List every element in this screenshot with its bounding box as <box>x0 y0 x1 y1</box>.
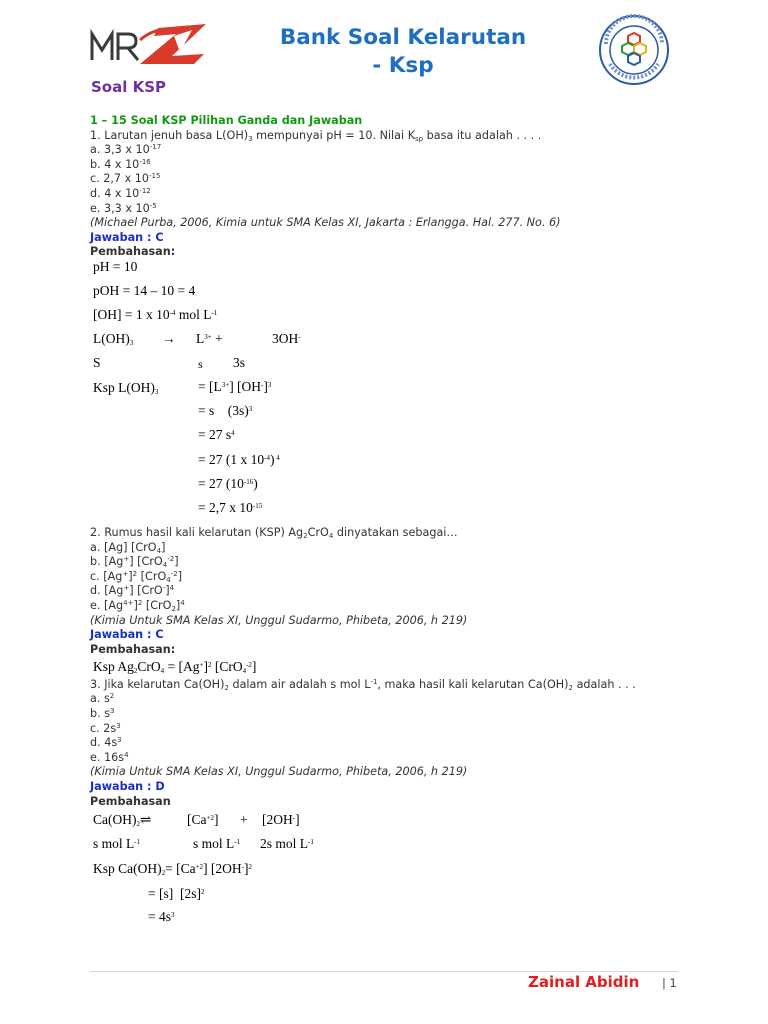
option-text: [CrO <box>137 569 167 583</box>
ksp-step-3 <box>198 428 235 443</box>
option-text: c. [Ag <box>90 569 123 583</box>
option-exponent: -12 <box>139 186 151 195</box>
q2-text: dinyatakan sebagai… <box>333 525 458 539</box>
equation-cation <box>196 332 223 347</box>
equation-lhs <box>93 332 133 347</box>
q3-cation <box>187 813 218 828</box>
q2-text: 2. Rumus hasil kali kelarutan (KSP) Ag <box>90 525 304 539</box>
option-sup: + <box>122 569 129 578</box>
math-sup: - <box>292 814 296 823</box>
option-sup: + <box>123 555 130 564</box>
math-sup: + <box>199 661 204 670</box>
math-sup: 4 <box>231 428 235 437</box>
math-sup: 4 <box>274 453 280 462</box>
math-text: = [L <box>198 378 222 394</box>
q2-option-e <box>90 599 710 614</box>
option-text: ] <box>128 569 133 583</box>
q3-solubility-2 <box>193 837 240 852</box>
ksp-step-5 <box>198 477 258 492</box>
math-text: 3OH <box>272 330 299 346</box>
subheading: 1 – 15 Soal KSP Pilihan Ganda dan Jawaban <box>90 114 363 127</box>
option-exponent: 3 <box>117 736 122 745</box>
option-text: ] <box>165 584 170 598</box>
math-sup: 2 <box>207 661 212 670</box>
math-sup: 3 <box>248 404 253 413</box>
q3-ksp-expression <box>93 862 252 877</box>
option-text: b. s <box>90 707 111 721</box>
q3-option-a <box>90 692 710 707</box>
math-text: ] <box>263 378 268 394</box>
q3-text: dalam air adalah s mol L <box>228 677 371 691</box>
q1-text-b: mempunyai pH = 10. Nilai K <box>252 128 416 142</box>
q3-answer: Jawaban : D <box>90 780 165 794</box>
footer-divider <box>90 971 678 972</box>
option-sub: 2 <box>171 604 176 613</box>
q3-option-d <box>90 736 710 751</box>
poh-line: pOH = 14 – 10 = 4 <box>93 282 196 298</box>
math-text: L(OH) <box>93 330 130 346</box>
section-title: Soal KSP <box>91 78 167 96</box>
association-seal <box>598 14 670 86</box>
q3-sub: 2 <box>224 683 229 692</box>
q2-sub: 4 <box>328 531 334 540</box>
math-sup: -15 <box>252 501 263 510</box>
title-line-2: - Ksp <box>372 53 434 78</box>
q2-option-b <box>90 555 710 570</box>
option-text: a. s <box>90 692 110 706</box>
option-sup: -2 <box>170 569 178 578</box>
math-text: = 2,7 x 10 <box>198 499 253 515</box>
q1-text-a: 1. Larutan jenuh basa L(OH) <box>90 128 249 142</box>
math-text: CrO <box>137 659 161 675</box>
mrz-logo <box>88 20 210 66</box>
q1-reference: (Michael Purba, 2006, Kimia untuk SMA Kelas XI, Jakarta : Erlangga. Hal. 277. No. 6) <box>90 216 561 230</box>
option-text: e. 16s <box>90 750 125 764</box>
math-sub: 2 <box>161 869 166 878</box>
math-text: = 27 (10 <box>198 475 244 491</box>
q3-text: adalah . . . <box>573 677 636 691</box>
math-text: ) <box>253 475 258 491</box>
arrow-icon: → <box>162 330 176 346</box>
q3-text: , maka hasil kali kelarutan Ca(OH) <box>377 677 569 691</box>
option-text: e. 3,3 x 10 <box>90 201 150 215</box>
q2-solution <box>93 660 710 675</box>
q3-reactant <box>93 813 151 828</box>
q2-text: CrO <box>307 525 329 539</box>
question-1 <box>90 129 710 144</box>
option-exponent: 3 <box>110 707 115 716</box>
option-exponent: 4 <box>124 750 129 759</box>
math-text: = 27 s <box>198 426 232 442</box>
option-sup: 2 <box>132 569 138 578</box>
math-text: ) <box>269 451 275 467</box>
math-text: ] <box>203 659 208 675</box>
q1-solution <box>90 260 710 518</box>
math-sup: - <box>241 863 245 872</box>
math-text: Ca(OH) <box>93 812 137 828</box>
math-sup: 3+ <box>221 380 230 389</box>
solubility-s: S <box>93 354 101 370</box>
q1-answer: Jawaban : C <box>90 230 164 244</box>
math-sup: 3 <box>267 380 272 389</box>
math-text: [Ca <box>187 812 207 828</box>
option-sup: - <box>162 584 166 593</box>
math-text: [2OH <box>262 812 293 828</box>
q2-discussion-label: Pembahasan: <box>90 642 176 656</box>
option-sub: 4 <box>156 546 162 555</box>
q3-option-e <box>90 751 710 766</box>
math-sup: +2 <box>206 814 214 823</box>
q3-text: 3. Jika kelarutan Ca(OH) <box>90 677 225 691</box>
q2-option-d <box>90 584 710 599</box>
math-sup: -1 <box>134 838 141 847</box>
math-sub: 4 <box>242 667 247 676</box>
q3-sub: 2 <box>568 683 574 692</box>
math-text: ] [OH <box>229 378 262 394</box>
equilibrium-arrow-icon: ⇌ <box>140 812 152 828</box>
option-text: ] [CrO <box>129 555 163 569</box>
option-text: ] <box>161 540 166 554</box>
q2-option-a <box>90 541 710 556</box>
question-3 <box>90 678 710 693</box>
option-text: ] [CrO <box>129 584 163 598</box>
page-number: | 1 <box>662 976 677 990</box>
option-text: a. [Ag] [CrO <box>90 540 157 554</box>
oh-line <box>93 308 217 323</box>
q1-option-c <box>90 172 710 187</box>
q1-text-c: basa itu adalah . . . . <box>423 128 542 142</box>
q3-anion <box>262 813 300 828</box>
math-text: = 27 (1 x 10 <box>198 451 265 467</box>
ksp-label <box>93 381 158 396</box>
math-text: ] <box>251 659 257 675</box>
option-exponent: -17 <box>149 143 162 152</box>
q3-solution <box>90 813 710 933</box>
equation-anion <box>272 332 301 347</box>
math-text: = 4s <box>148 909 171 925</box>
math-sup: -1 <box>308 838 314 847</box>
math-sup: 3+ <box>204 332 212 341</box>
option-text: a. 3,3 x 10 <box>90 143 150 157</box>
q1-option-b <box>90 158 710 173</box>
option-text: d. 4s <box>90 736 118 750</box>
math-text: s mol L <box>193 836 235 852</box>
option-sup: 4+ <box>123 598 134 607</box>
q1-option-d <box>90 187 710 202</box>
math-text: = s (3s) <box>198 402 249 418</box>
option-sup: 4 <box>169 584 175 593</box>
q3-discussion-label: Pembahasan <box>90 794 171 808</box>
math-sub: 2 <box>133 667 138 676</box>
math-text: ] [2OH <box>203 861 242 877</box>
math-sup: - <box>261 380 264 389</box>
option-sup: + <box>123 584 130 593</box>
math-sup: -1 <box>234 838 241 847</box>
math-sup: 2 <box>248 863 253 872</box>
math-sub: 2 <box>136 820 140 829</box>
q2-reference: (Kimia Untuk SMA Kelas XI, Unggul Sudarmo, Phibeta, 2006, h 219) <box>90 613 468 627</box>
option-text: d. [Ag <box>90 584 124 598</box>
solubility-3s: 3s <box>233 354 246 370</box>
solubility-s-cation: s <box>198 356 203 371</box>
option-text: ] <box>177 569 183 583</box>
math-text: Ksp Ag <box>93 659 134 675</box>
math-sup: 2 <box>200 888 205 897</box>
math-sub: 3 <box>129 338 134 347</box>
option-text: b. 4 x 10 <box>90 157 140 171</box>
math-text: L <box>196 330 205 346</box>
math-sup: 3 <box>171 911 175 920</box>
option-text: e. [Ag <box>90 598 124 612</box>
option-sup: -2 <box>167 555 175 564</box>
math-text: ] <box>213 812 219 828</box>
option-text: b. [Ag <box>90 555 124 569</box>
math-text: Ksp L(OH) <box>93 379 155 395</box>
option-exponent: -16 <box>139 157 151 166</box>
math-sub: 3 <box>154 387 159 396</box>
q3-ksp-step-1 <box>148 887 204 902</box>
q3-solubility-3 <box>260 837 314 852</box>
q3-reference: (Kimia Untuk SMA Kelas XI, Unggul Sudarmo, Phibeta, 2006, h 219) <box>90 765 468 779</box>
q1-sub: 3 <box>248 134 253 143</box>
math-text: [OH] = 1 x 10 <box>93 306 170 322</box>
option-exponent: 2 <box>109 692 115 701</box>
math-text: [CrO <box>211 659 243 675</box>
math-text: s mol L <box>93 836 135 852</box>
math-sup: - <box>298 332 301 341</box>
ksp-step-4 <box>198 453 280 468</box>
q2-option-c <box>90 570 710 585</box>
ph-line: pH = 10 <box>93 258 138 274</box>
math-sup: +2 <box>195 863 204 872</box>
option-text: ] <box>174 555 179 569</box>
math-text: = [Ca <box>165 861 196 877</box>
math-sup: -1 <box>211 308 218 317</box>
ksp-step-2 <box>198 404 252 419</box>
question-list <box>90 114 710 933</box>
option-sup: 4 <box>180 598 185 607</box>
q3-sup: -1 <box>370 677 378 686</box>
q2-answer: Jawaban : C <box>90 628 164 642</box>
math-sub: 4 <box>160 667 165 676</box>
title-line-1: Bank Soal Kelarutan <box>279 25 527 50</box>
math-text: mol L <box>175 306 212 322</box>
math-text: + <box>211 330 223 346</box>
math-text: 2s mol L <box>260 836 309 852</box>
option-text: ] <box>175 598 181 612</box>
option-text: ] <box>133 598 138 612</box>
math-sup: -2 <box>246 661 252 670</box>
q1-discussion-label: Pembahasan: <box>90 245 176 259</box>
math-text: = [Ag <box>164 659 200 675</box>
q3-plus: + <box>240 812 248 828</box>
document-title <box>230 24 576 80</box>
math-text: Ksp Ca(OH) <box>93 861 162 877</box>
math-text: = [s] [2s] <box>148 886 201 902</box>
option-exponent: -5 <box>149 201 157 210</box>
option-text: c. 2s <box>90 721 117 735</box>
math-text: ] <box>295 812 300 828</box>
math-text: ] <box>244 861 249 877</box>
ksp-step-6 <box>198 501 262 516</box>
option-exponent: -15 <box>149 172 161 181</box>
option-sup: 2 <box>137 598 143 607</box>
option-sub: 4 <box>162 561 168 570</box>
q1-option-e <box>90 202 710 217</box>
question-2 <box>90 526 710 541</box>
q1-option-a <box>90 143 710 158</box>
q1-sub-sp: sp <box>415 134 424 143</box>
footer-author: Zainal Abidin <box>528 973 640 991</box>
q3-option-b <box>90 707 710 722</box>
q3-ksp-step-2 <box>148 910 175 925</box>
q3-option-c <box>90 722 710 737</box>
q2-sub: 2 <box>303 531 308 540</box>
option-exponent: 3 <box>116 721 121 730</box>
math-sup: -4 <box>264 453 270 462</box>
option-text: c. 2,7 x 10 <box>90 172 150 186</box>
math-sup: -4 <box>169 308 176 317</box>
ksp-step-1 <box>198 380 271 395</box>
option-sub: 4 <box>166 575 171 584</box>
q3-solubility-1 <box>93 837 140 852</box>
option-text: d. 4 x 10 <box>90 186 140 200</box>
math-sup: -16 <box>243 477 254 486</box>
option-text: [CrO <box>142 598 172 612</box>
